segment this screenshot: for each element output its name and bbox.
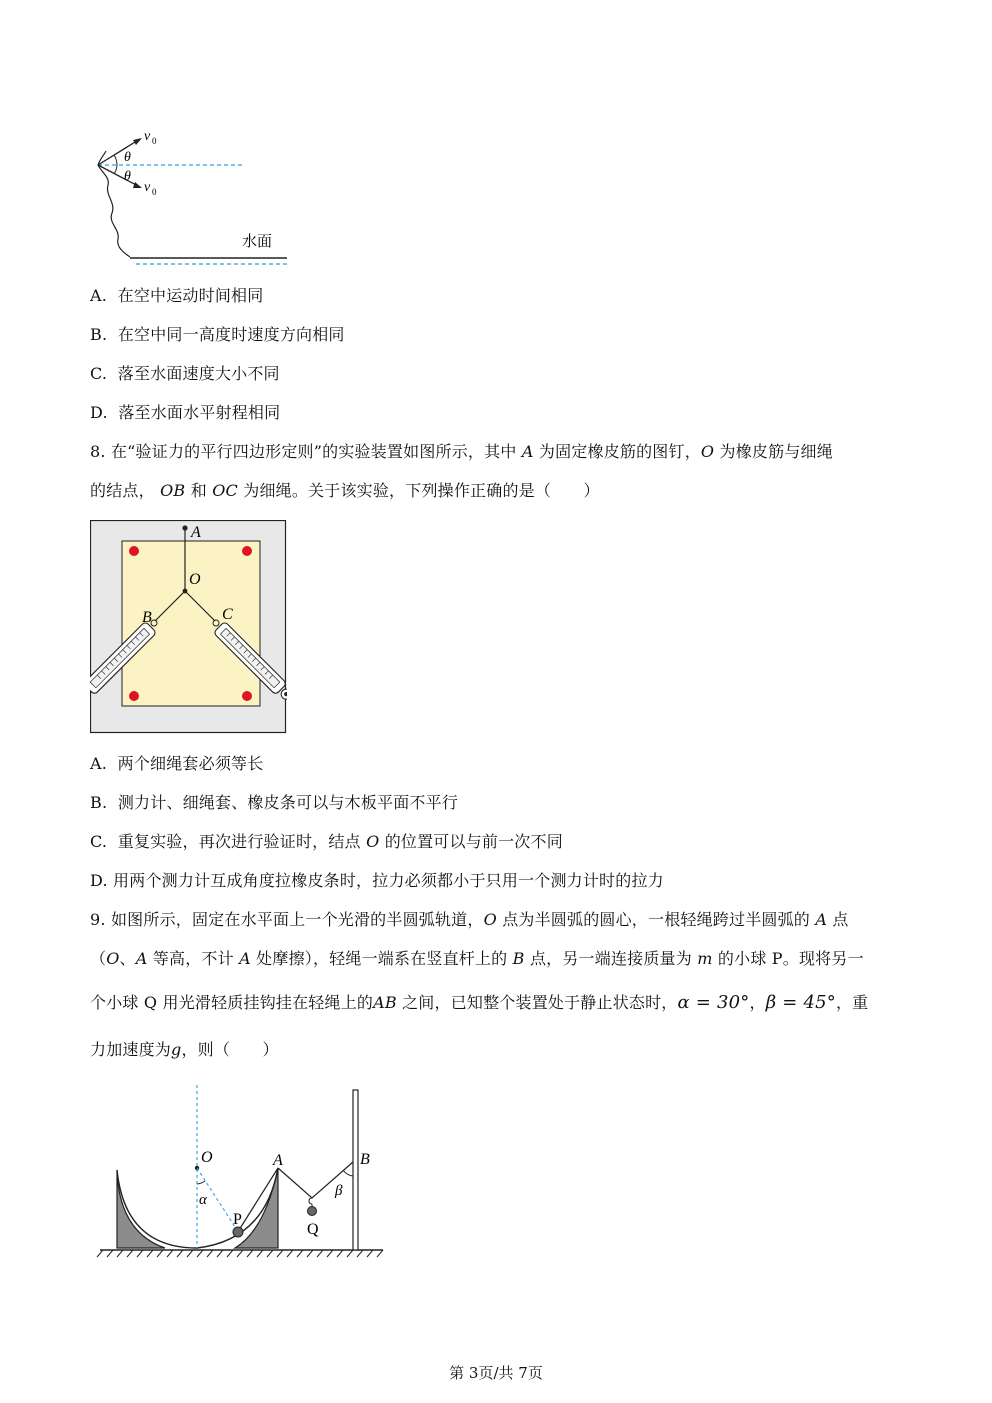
q8-figure	[90, 520, 287, 734]
q9-label-A: A	[273, 1152, 283, 1169]
q7-option-c: C. 落至水面速度大小不同	[90, 364, 280, 383]
q8-label-O: O	[189, 571, 201, 588]
q9-label-alpha: α	[199, 1192, 207, 1208]
page-footer	[0, 1362, 992, 1383]
q9-label-P: P	[233, 1211, 242, 1228]
q7-label-v0-top: v	[144, 129, 151, 144]
svg-text:0: 0	[152, 136, 157, 146]
q8-pin-top-right	[242, 546, 252, 556]
q9-stem-line-1: 9. 如图所示，固定在水平面上一个光滑的半圆弧轨道，O 点为半圆弧的圆心，一根轻绳跨过半圆弧的 A 点	[90, 910, 849, 929]
q8-label-B: B	[142, 609, 152, 626]
svg-text:0: 0	[152, 187, 157, 197]
q9-stem-line-4: 力加速度为g，则（ ）	[90, 1040, 279, 1059]
q7-velocity-down-arrow	[98, 165, 140, 187]
q9-stem-line-2: （O、A 等高，不计 A 处摩擦），轻绳一端系在竖直杆上的 B 点，另一端连接质量为 m 的小球 P。现将另一	[90, 949, 864, 968]
q7-figure	[90, 125, 300, 270]
q7-option-a: A. 在空中运动时间相同	[90, 286, 264, 305]
q7-label-theta-top: θ	[124, 150, 131, 165]
q9-ball-Q	[308, 1207, 317, 1216]
q9-ball-P	[233, 1227, 243, 1237]
q9-label-Q: Q	[307, 1221, 319, 1238]
q8-pin-top-left	[129, 546, 139, 556]
q7-label-v0-bottom: v	[144, 180, 151, 195]
q7-option-b: B. 在空中同一高度时速度方向相同	[90, 325, 345, 344]
q8-pin-bottom-right	[242, 691, 252, 701]
q7-velocity-up-arrow	[98, 139, 140, 165]
q9-vertical-pole	[353, 1090, 358, 1250]
q9-label-O: O	[201, 1149, 213, 1166]
q8-stem-line-2: 的结点， OB 和 OC 为细绳。关于该实验，下列操作正确的是（ ）	[90, 481, 600, 500]
q8-label-C: C	[222, 606, 233, 623]
q9-label-beta: β	[335, 1183, 343, 1199]
q9-stem-line-3: 个小球 Q 用光滑轻质挂钩挂在轻绳上的AB 之间，已知整个装置处于静止状态时，α = 30°，β = 45°，重	[90, 992, 869, 1013]
q7-option-d: D. 落至水面水平射程相同	[90, 403, 281, 422]
q8-option-b: B. 测力计、细绳套、橡皮条可以与木板平面不平行	[90, 793, 459, 812]
q7-label-theta-bottom: θ	[124, 169, 131, 184]
q8-option-d: D. 用两个测力计互成角度拉橡皮条时，拉力必须都小于只用一个测力计时的拉力	[90, 871, 664, 890]
q8-stem-line-1: 8. 在“验证力的平行四边形定则”的实验装置如图所示，其中 A 为固定橡皮筋的图钉，O 为橡皮筋与细绳	[90, 442, 833, 461]
q7-label-water: 水面	[242, 234, 273, 250]
q8-pin-bottom-left	[129, 691, 139, 701]
q9-track-left-block	[117, 1170, 165, 1248]
page-number-text: 第 3页/共 7页	[449, 1364, 543, 1382]
q8-option-a: A. 两个细绳套必须等长	[90, 754, 264, 773]
q8-label-A: A	[191, 524, 201, 541]
q8-option-c: C. 重复实验，再次进行验证时，结点 O 的位置可以与前一次不同	[90, 832, 563, 851]
q9-label-B: B	[360, 1151, 370, 1168]
q9-figure	[95, 1080, 385, 1265]
